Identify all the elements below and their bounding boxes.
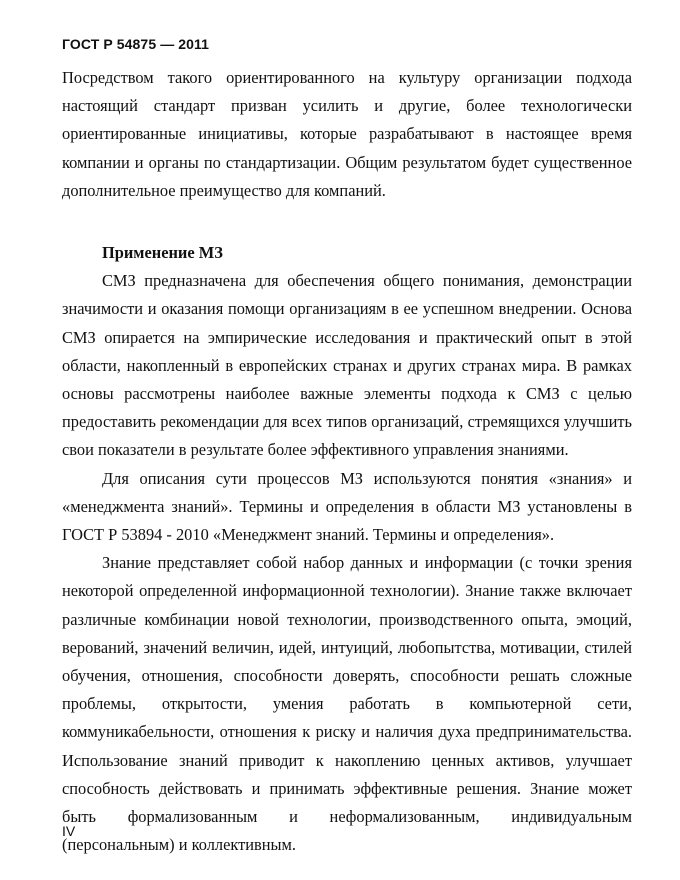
page-number: IV — [62, 823, 76, 839]
document-body — [62, 64, 632, 859]
paragraph-knowledge-definition: Знание представляет собой набор данных и информации (с точки зрения некоторой определенной информационной технологии). Знание также включает различные комбинации новой технологии, производственного опыта, эмоций, верований, значений величин, идей, интуиций, любопытства, мотивации, стилей обучения, отношения, способности доверять, способности решать сложные проблемы, открытости, умения работать в компьютерной сети, коммуникабельности, отношения к риску и наличия духа предпринимательства. Использование знаний приводит к накоплению ценных активов, улучшает способность действовать и принимать эффективные решения. Знание может быть формализованным и неформализованным, индивидуальным (персональным) и коллективным. — [62, 553, 632, 855]
paragraph-terms: Для описания сути процессов МЗ используются понятия «знания» и «менеджмента знаний». Термины и определения в области МЗ установлены в ГОСТ Р 53894 - 2010 «Менеджмент знаний. Термины и определения». — [62, 468, 632, 545]
section-heading: Применение МЗ — [102, 243, 223, 263]
paragraph-smz-purpose: СМЗ предназначена для обеспечения общего понимания, демонстрации значимости и оказания помощи организациям в ее успешном внедрении. Основа СМЗ опирается на эмпирические исследования и практический опыт в этой области, накопленный в европейских странах и других странах мира. В рамках основы рассмотрены наиболее важные элементы подхода к СМЗ с целью предоставить рекомендации для всех типов организаций, стремящихся улучшить свои показатели в результате более эффективного управления знаниями. — [62, 271, 632, 460]
document-header-standard-id: ГОСТ Р 54875 — 2011 — [62, 36, 210, 52]
intro-paragraph: Посредством такого ориентированного на культуру организации подхода настоящий стандарт призван усилить и другие, более технологически ориентированные инициативы, которые разрабатывают в настоящее время компании и органы по стандартизации. Общим результатом будет существенное дополнительное преимущество для компаний. — [62, 68, 632, 200]
